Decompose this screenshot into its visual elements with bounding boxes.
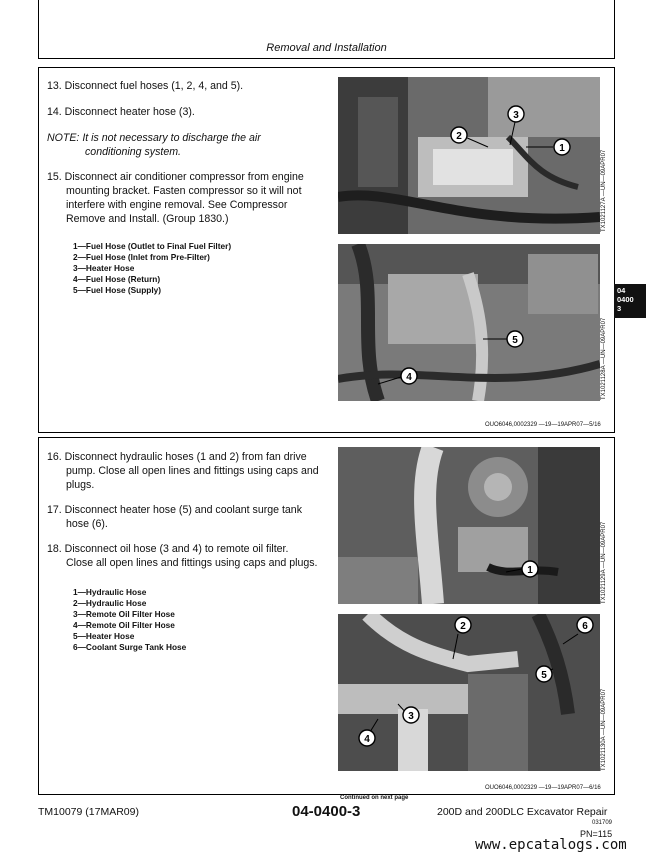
callout-4: 4 bbox=[406, 372, 412, 383]
legend-item: 5—Fuel Hose (Supply) bbox=[73, 285, 162, 295]
step-15-line-1: 15. Disconnect air conditioner compressor from engine bbox=[47, 171, 304, 183]
legend-item: 5—Heater Hose bbox=[73, 631, 135, 641]
callout-5: 5 bbox=[512, 335, 518, 346]
section-1-ref: OUO6046,0002329 —19—19APR07—5/16 bbox=[485, 422, 601, 428]
callout-3: 3 bbox=[513, 110, 519, 121]
callout-2: 2 bbox=[456, 131, 462, 142]
step-15-line-3: interfere with engine removal. See Compressor bbox=[66, 199, 288, 211]
step-16-line-1: 16. Disconnect hydraulic hoses (1 and 2) from fan drive bbox=[47, 451, 307, 463]
legend-item: 3—Heater Hose bbox=[73, 263, 135, 273]
page-header-title: Removal and Installation bbox=[266, 42, 387, 54]
header-rule-bottom bbox=[38, 58, 615, 59]
continued-note: Continued on next page bbox=[340, 795, 409, 801]
step-14: 14. Disconnect heater hose (3). bbox=[47, 106, 195, 118]
callout-1: 1 bbox=[527, 565, 533, 576]
photo-fuel-hoses-bottom bbox=[338, 244, 600, 401]
step-17-line-1: 17. Disconnect heater hose (5) and coolant surge tank bbox=[47, 504, 302, 516]
callout-6: 6 bbox=[582, 621, 588, 632]
step-18-line-1: 18. Disconnect oil hose (3 and 4) to remote oil filter. bbox=[47, 543, 289, 555]
step-18-line-2: Close all open lines and fittings using caps and plugs. bbox=[66, 557, 318, 569]
step-15-line-2: mounting bracket. Fasten compressor so it will not bbox=[66, 185, 302, 197]
step-16-line-2: pump. Close all open lines and fittings using caps and bbox=[66, 465, 319, 477]
footer-page-number: 04-0400-3 bbox=[292, 803, 361, 820]
note-line-1: NOTE: It is not necessary to discharge the air bbox=[47, 132, 261, 144]
callout-4: 4 bbox=[364, 734, 370, 745]
photo-fuel-hoses-top bbox=[338, 77, 600, 234]
legend-item: 4—Remote Oil Filter Hose bbox=[73, 620, 175, 630]
tab-line-3: 3 bbox=[617, 304, 622, 313]
footer-manual-title: 200D and 200DLC Excavator Repair bbox=[437, 806, 608, 818]
callout-1: 1 bbox=[559, 143, 565, 154]
section-2-ref: OUO6046,0002329 —19—19APR07—6/16 bbox=[485, 785, 601, 791]
watermark: www.epcatalogs.com bbox=[475, 837, 627, 853]
section-side-tab bbox=[614, 284, 646, 318]
tab-line-1: 04 bbox=[617, 286, 626, 295]
step-16-line-3: plugs. bbox=[66, 479, 95, 491]
footer-pn: PN=115 bbox=[580, 829, 613, 839]
step-17-line-2: hose (6). bbox=[66, 518, 108, 530]
legend-item: 4—Fuel Hose (Return) bbox=[73, 274, 161, 284]
legend-item: 6—Coolant Surge Tank Hose bbox=[73, 642, 187, 652]
legend-2 bbox=[73, 587, 186, 653]
tab-line-2: 0400 bbox=[617, 295, 634, 304]
legend-item: 2—Hydraulic Hose bbox=[73, 598, 147, 608]
photo-4-id: TX1021130A —UN—09APR07 bbox=[601, 688, 607, 771]
photo-3-id: TX1021129A —UN—09APR07 bbox=[601, 521, 607, 604]
step-13: 13. Disconnect fuel hoses (1, 2, 4, and 5). bbox=[47, 80, 244, 92]
legend-1 bbox=[73, 241, 231, 296]
photo-2-id: TX1021128A —UN—09APR07 bbox=[601, 317, 607, 400]
callout-3: 3 bbox=[408, 711, 414, 722]
step-15-line-4: Remove and Install. (Group 1830.) bbox=[66, 213, 229, 225]
legend-item: 1—Fuel Hose (Outlet to Final Fuel Filter) bbox=[73, 241, 232, 251]
footer-code: 031709 bbox=[592, 820, 613, 826]
legend-item: 1—Hydraulic Hose bbox=[73, 587, 147, 597]
photo-hydraulic-hoses bbox=[338, 447, 600, 604]
photo-oil-filter-hoses bbox=[338, 614, 600, 771]
photo-1-id: TX1021127A —UN—09APR07 bbox=[601, 149, 607, 232]
callout-5: 5 bbox=[541, 670, 547, 681]
callout-2: 2 bbox=[460, 621, 466, 632]
note-line-2: conditioning system. bbox=[85, 146, 181, 158]
legend-item: 3—Remote Oil Filter Hose bbox=[73, 609, 175, 619]
footer-doc-id: TM10079 (17MAR09) bbox=[38, 806, 139, 818]
legend-item: 2—Fuel Hose (Inlet from Pre-Filter) bbox=[73, 252, 210, 262]
